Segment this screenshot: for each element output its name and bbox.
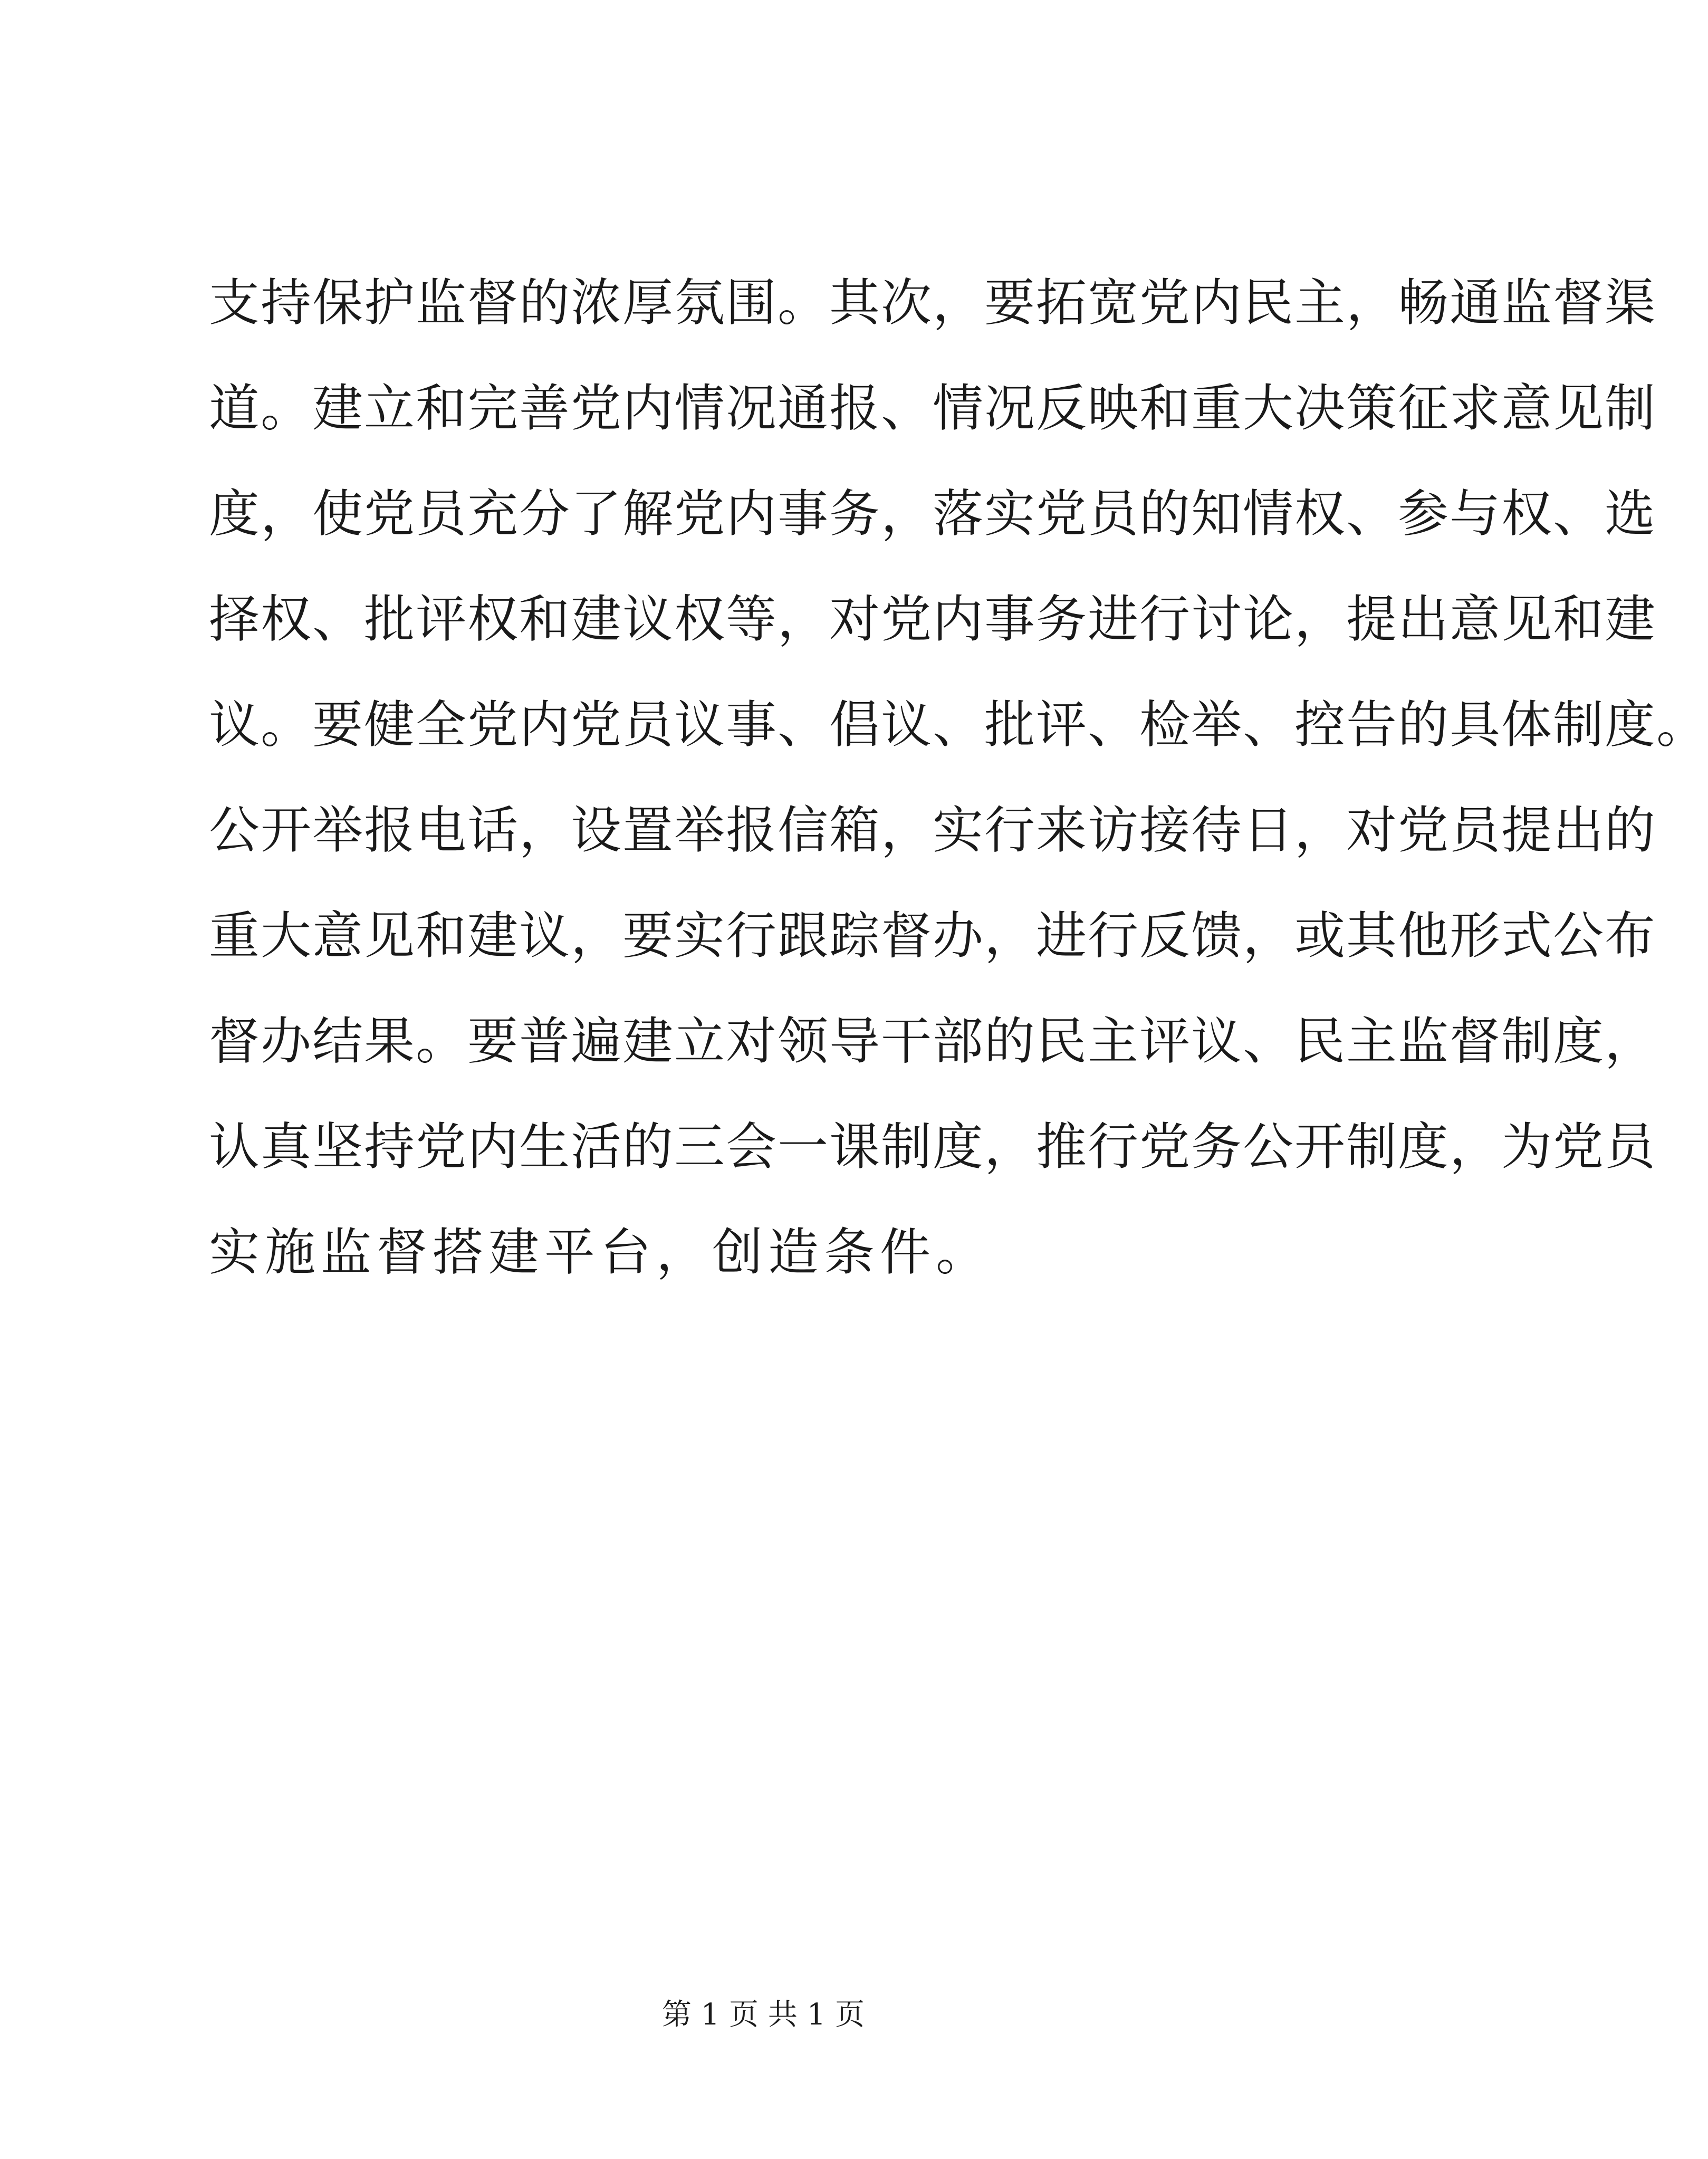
paragraph-line: 实施监督搭建平台，创造条件。 <box>209 1223 992 1282</box>
paragraph-line: 支持保护监督的浓厚氛围。其次，要拓宽党内民主，畅通监督渠 <box>209 273 1656 332</box>
paragraph-line: 度，使党员充分了解党内事务，落实党员的知情权、参与权、选 <box>209 484 1656 543</box>
paragraph-line: 道。建立和完善党内情况通报、情况反映和重大决策征求意见制 <box>209 379 1656 438</box>
body-paragraph <box>209 250 1708 1305</box>
paragraph-line: 议。要健全党内党员议事、倡议、批评、检举、控告的具体制度。 <box>209 695 1708 754</box>
paragraph-line: 认真坚持党内生活的三会一课制度，推行党务公开制度，为党员 <box>209 1117 1656 1176</box>
paragraph-line: 重大意见和建议，要实行跟踪督办，进行反馈，或其他形式公布 <box>209 906 1656 965</box>
paragraph-line: 择权、批评权和建议权等，对党内事务进行讨论，提出意见和建 <box>209 590 1656 649</box>
paragraph-line: 公开举报电话，设置举报信箱，实行来访接待日，对党员提出的 <box>209 801 1656 860</box>
paragraph-line: 督办结果。要普遍建立对领导干部的民主评议、民主监督制度， <box>209 1012 1656 1071</box>
page-number-footer: 第 1 页 共 1 页 <box>661 1998 865 2032</box>
